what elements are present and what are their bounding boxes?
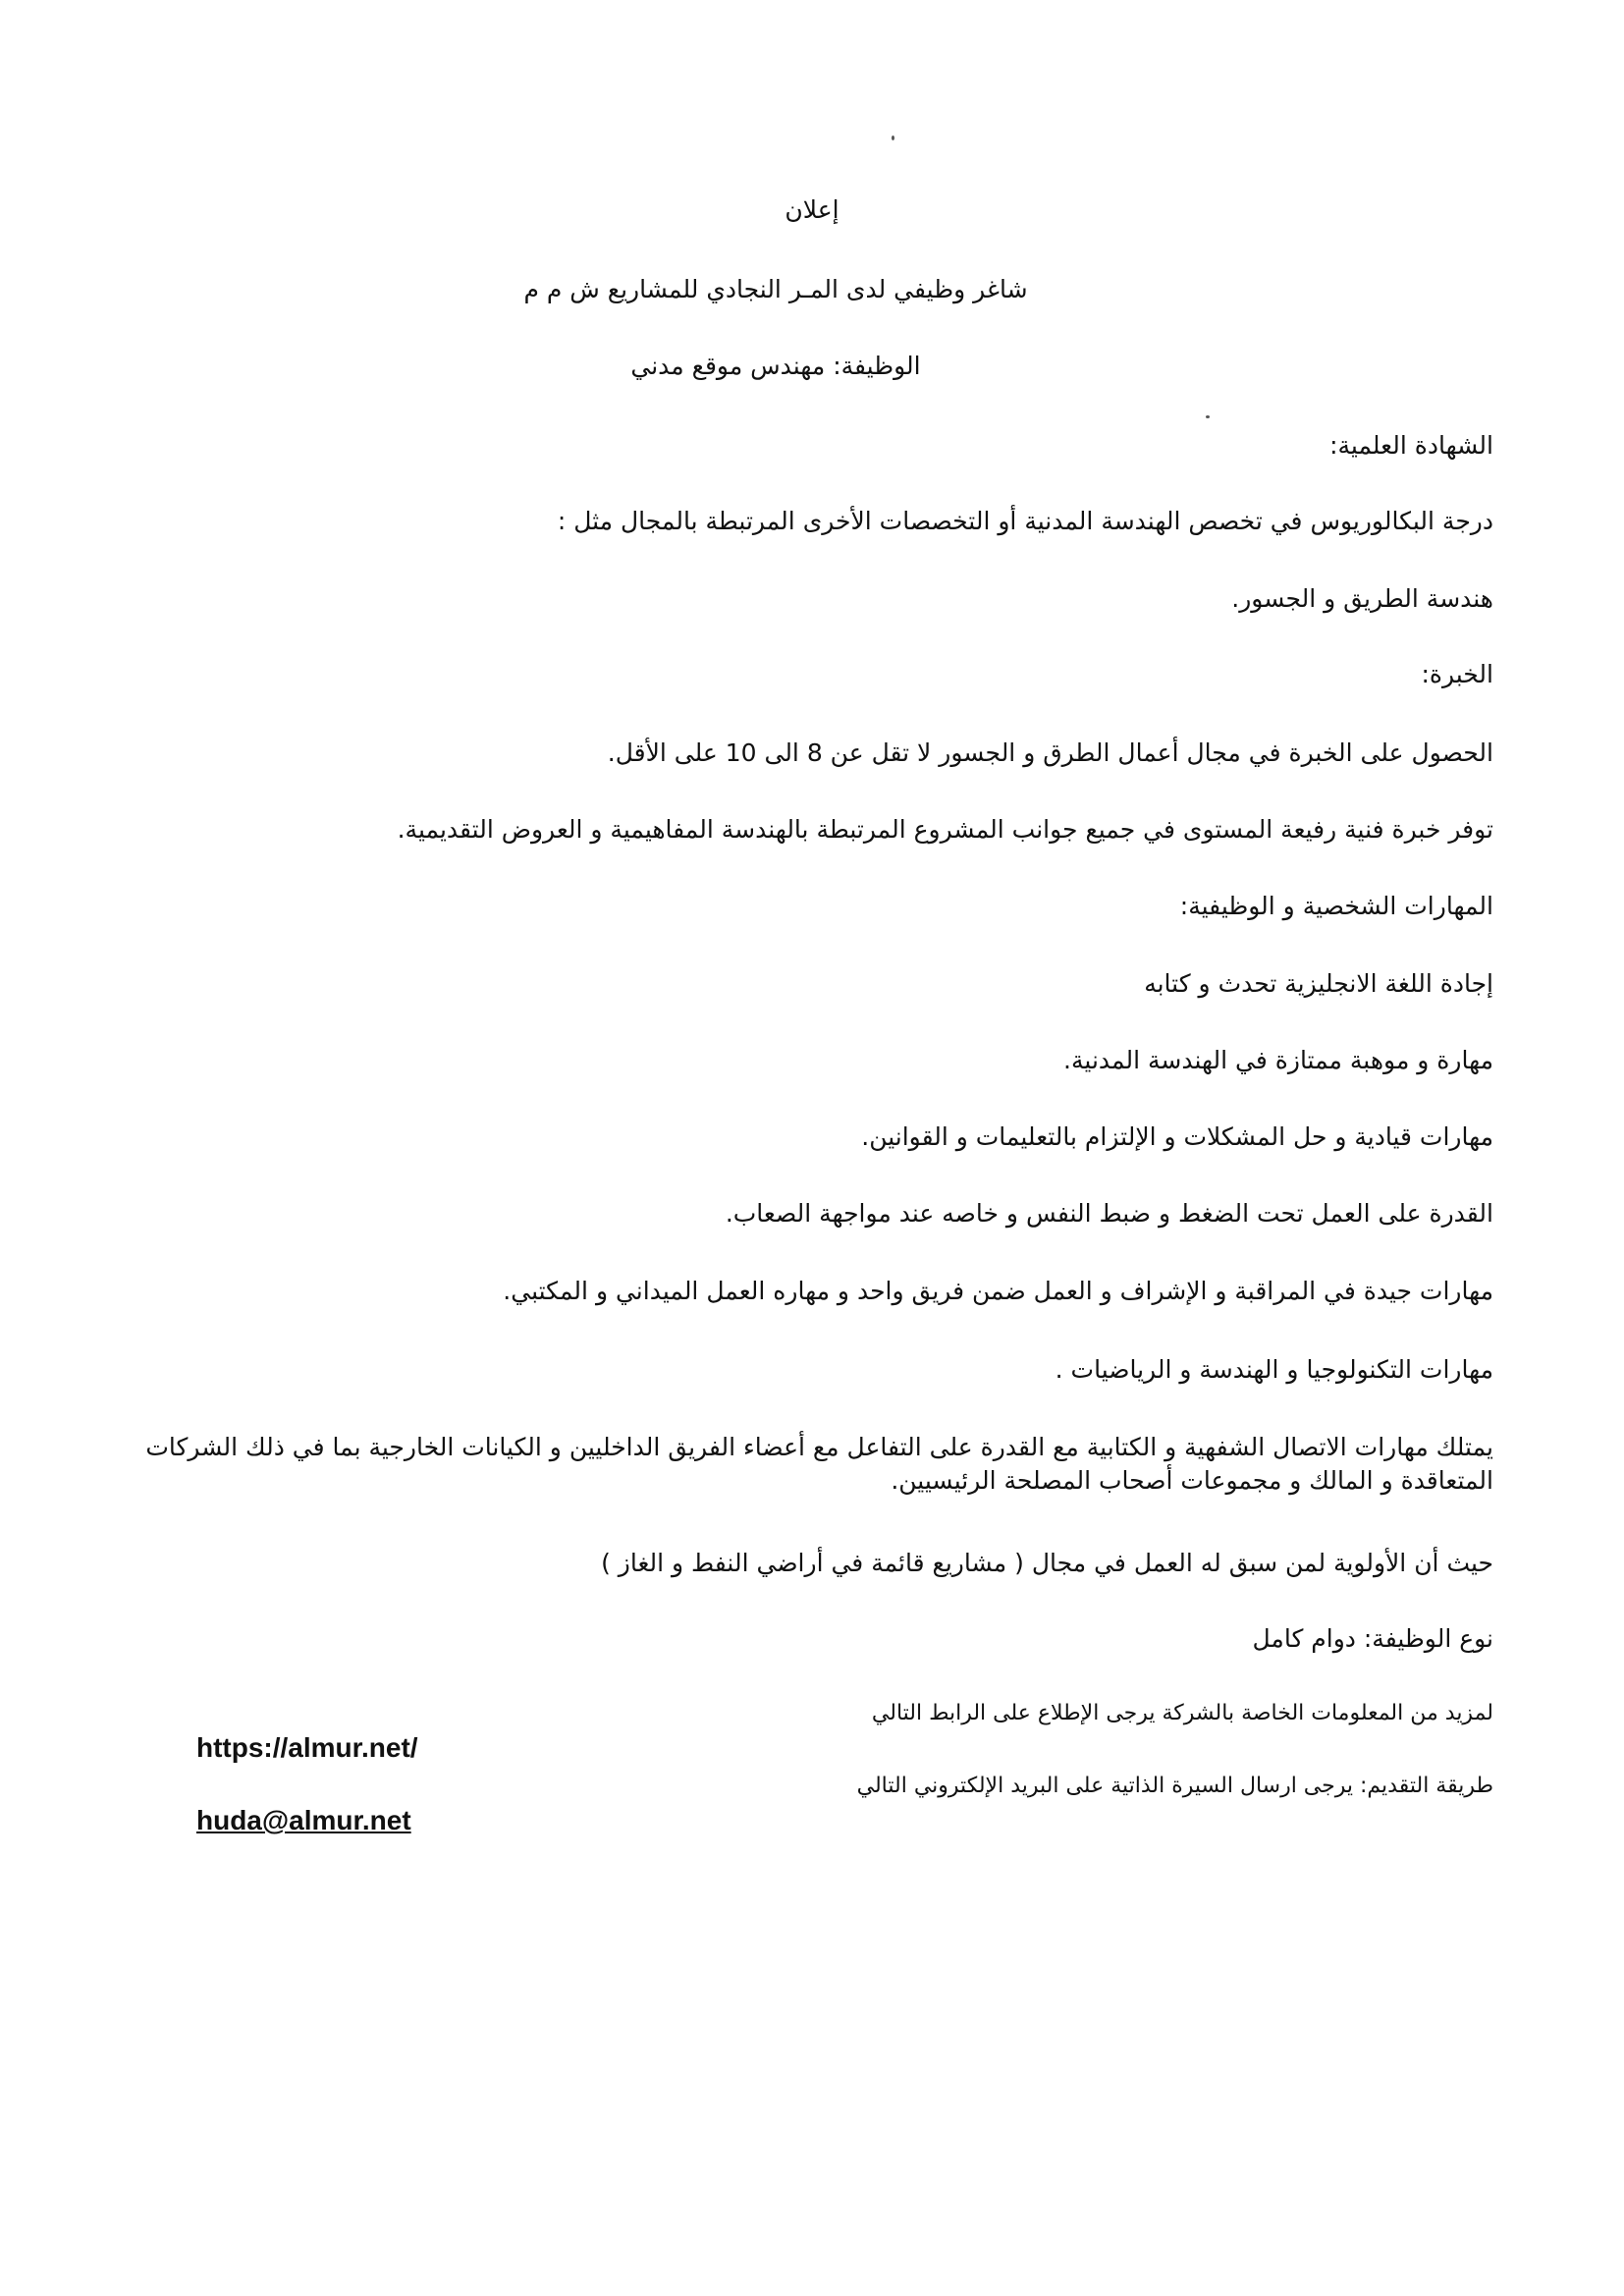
- skills-heading: المهارات الشخصية و الوظيفية:: [1179, 892, 1493, 920]
- priority-line: حيث أن الأولوية لمن سبق له العمل في مجال ( مشاريع قائمة في أراضي النفط و الغاز ): [601, 1549, 1493, 1577]
- job-type-line: نوع الوظيفة: دوام كامل: [1252, 1624, 1493, 1653]
- position-line: الوظيفة: مهندس موقع مدني: [630, 352, 921, 380]
- skill-item: إجادة اللغة الانجليزية تحدث و كتابه: [1144, 969, 1493, 998]
- more-info-line: لمزيد من المعلومات الخاصة بالشركة يرجى الإطلاع على الرابط التالي: [871, 1701, 1493, 1725]
- experience-line-1: الحصول على الخبرة في مجال أعمال الطرق و الجسور لا تقل عن 8 الى 10 على الأقل.: [607, 738, 1493, 767]
- scan-speck: [1206, 415, 1210, 418]
- degree-text: درجة البكالوريوس في تخصص الهندسة المدنية أو التخصصات الأخرى المرتبطة بالمجال مثل :: [557, 507, 1493, 535]
- email-link[interactable]: huda@almur.net: [196, 1805, 411, 1835]
- skill-item: مهارة و موهبة ممتازة في الهندسة المدنية.: [1063, 1046, 1493, 1074]
- skill-item: القدرة على العمل تحت الضغط و ضبط النفس و خاصه عند مواجهة الصعاب.: [725, 1199, 1493, 1228]
- skill-item: مهارات التكنولوجيا و الهندسة و الرياضيات .: [1055, 1355, 1493, 1384]
- skill-item: يمتلك مهارات الاتصال الشفهية و الكتابية مع القدرة على التفاعل مع أعضاء الفريق الداخليين و الكيانات الخارجية بما في ذلك الشركات المتعاقدة و المالك و مجموعات أصحاب المصلحة الرئيسيين.: [145, 1433, 1493, 1495]
- degree-heading: الشهادة العلمية:: [1329, 431, 1493, 460]
- experience-heading: الخبرة:: [1421, 660, 1493, 688]
- experience-line-2: توفر خبرة فنية رفيعة المستوى في جميع جوانب المشروع المرتبطة بالهندسة المفاهيمية و العروض التقديمية.: [397, 815, 1493, 844]
- vacancy-line: شاغر وظيفي لدى المـر النجادي للمشاريع ش م م: [523, 275, 1028, 303]
- scan-speck: [892, 136, 894, 140]
- skill-item: مهارات جيدة في المراقبة و الإشراف و العمل ضمن فريق واحد و مهاره العمل الميداني و المكتبي.: [503, 1277, 1493, 1305]
- website-link[interactable]: https://almur.net/: [196, 1732, 418, 1763]
- apply-line: طريقة التقديم: يرجى ارسال السيرة الذاتية على البريد الإلكتروني التالي: [856, 1774, 1493, 1798]
- degree-example: هندسة الطريق و الجسور.: [1231, 584, 1493, 613]
- skill-item: مهارات قيادية و حل المشكلات و الإلتزام بالتعليمات و القوانين.: [861, 1122, 1493, 1151]
- announcement-title: إعلان: [785, 195, 839, 224]
